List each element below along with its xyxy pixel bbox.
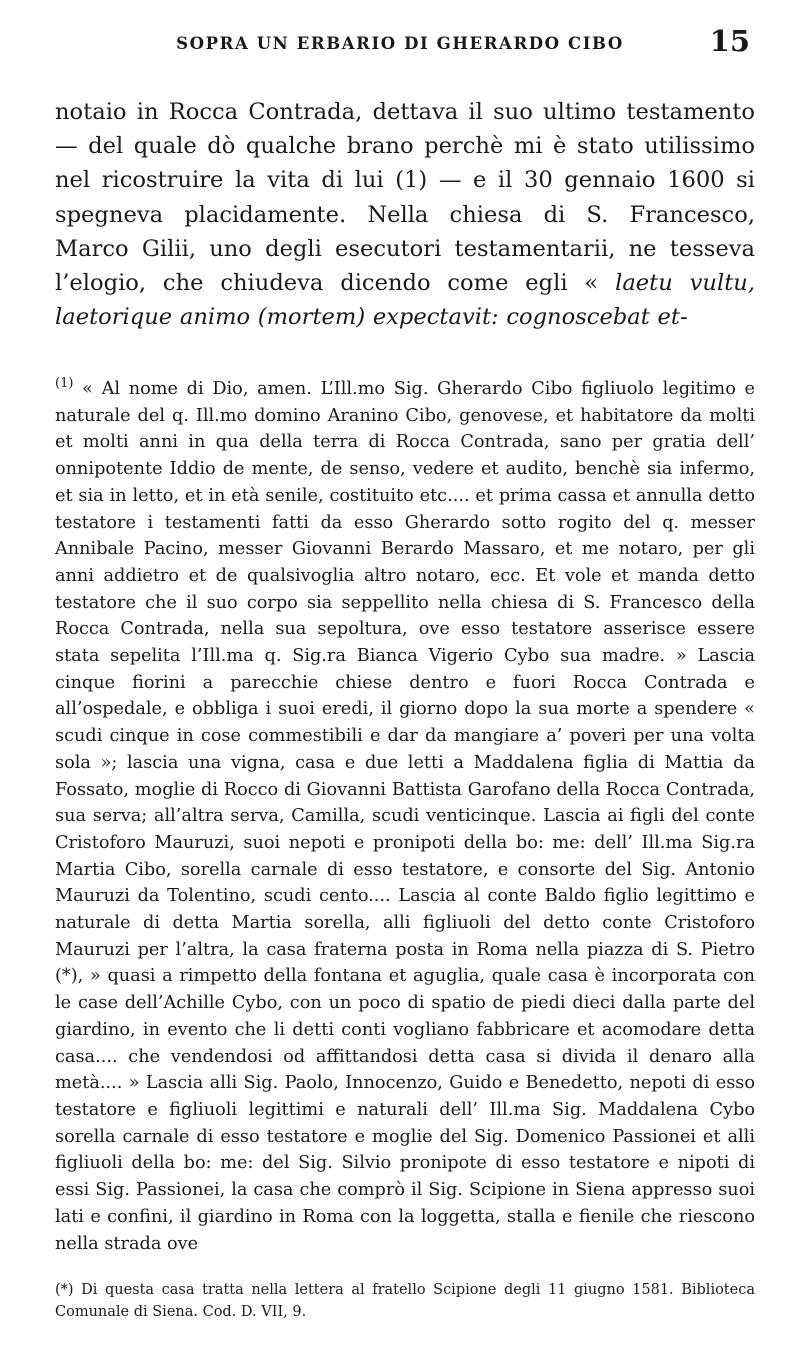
running-head (0, 20, 800, 60)
footnote-testament-text: « Al nome di Dio, amen. L’Ill.mo Sig. Gherardo Cibo figliuolo legitimo e naturale del q. Ill.mo domino Aranino Cibo, genovese, et habitatore da molti et molti anni in qua della terra di Rocca Contrada, sano per gratia dell’ onnipotente Iddio de mente, de senso, vedere et audito, benchè sia infermo, et sia in letto, et in età senile, costituito etc.... et prima cassa et annulla detto testatore i testamenti fatti da esso Gherardo sotto rogito del q. messer Annibale Pacino, messer Giovanni Berardo Massaro, et me notaro, per gli anni addietro et de qualsivoglia altro notaro, ecc. Et vole et manda detto testatore che il suo corpo sia seppellito nella chiesa di S. Francesco della Rocca Contrada, nella sua sepoltura, ove esso testatore asserisce essere stata sepelita l’Ill.ma q. Sig.ra Bianca Vigerio Cybo sua madre. » Lascia cinque fiorini a parecchie chiese dentro e fuori Rocca Contrada e all’ospedale, e obbliga i suoi eredi, il giorno dopo la sua morte a spendere « scudi cinque in cose commestibili e dar da mangiare a’ poveri per una volta sola »; lascia una vigna, casa e due letti a Maddalena figlia di Mattia da Fossato, moglie di Rocco di Giovanni Battista Garofano della Rocca Contrada, sua serva; all’altra serva, Camilla, scudi venticinque. Lascia ai figli del conte Cristoforo Mauruzi, suoi nepoti e pronipoti della bo: me: dell’ Ill.ma Sig.ra Martia Cibo, sorella carnale di esso testatore, e consorte del Sig. Antonio Mauruzi da Tolentino, scudi cento.... Lascia al conte Baldo figlio legittimo e naturale di detta Martia sorella, alli figliuoli del detto conte Cristoforo Mauruzi per l’altra, la casa fraterna posta in Roma nella piazza di S. Pietro (*), » quasi a rimpetto della fontana et aguglia, quale casa è incorporata con le case dell’Achille Cybo, con un poco di spatio de piedi dieci dalla parte del giardino, in evento che li detti conti vogliano fabbricare et acomodare detta casa.... che vendendosi od affittandosi detta casa si divida il denaro alla metà.... » Lascia alli Sig. Paolo, Innocenzo, Guido e Benedetto, nepoti di esso testatore e figliuoli legittimi e naturali dell’ Ill.ma Sig. Maddalena Cybo sorella carnale di esso testatore e moglie del Sig. Domenico Passionei et alli figliuoli della bo: me: del Sig. Silvio pronipote di esso testatore e nipoti di essi Sig. Passionei, la casa che comprò il Sig. Scipione in Siena appresso suoi lati e confini, il giardino in Roma con la loggetta, stalla e fienile che riescono nella strada ove (55, 379, 756, 1254)
latin-quotation: laetu vultu, laetorique animo (mortem) expectavit: cognoscebat et- (55, 270, 756, 331)
main-paragraph-text: notaio in Rocca Contrada, dettava il suo ultimo testamento — del quale dò qualche brano perchè mi è stato utilissimo nel ricostruire la vita di lui (1) — e il 30 gennaio 1600 si spegneva placidamente. Nella chiesa di S. Francesco, Marco Gilii, uno degli esecutori testamentarii, ne tesseva l’elogio, che chiudeva dicendo come egli « (55, 99, 755, 297)
page-number: 15 (709, 24, 750, 58)
footnote-testament (55, 376, 755, 1257)
footnote-marker: (1) (55, 376, 74, 392)
footnote-house: (*) Di questa casa tratta nella lettera al fratello Scipione degli 11 giugno 1581. Biblioteca Comunale di Siena. Cod. D. VII, 9. (55, 1282, 755, 1320)
main-paragraph (55, 95, 755, 334)
running-title: SOPRA UN ERBARIO DI GHERARDO CIBO (176, 34, 624, 53)
